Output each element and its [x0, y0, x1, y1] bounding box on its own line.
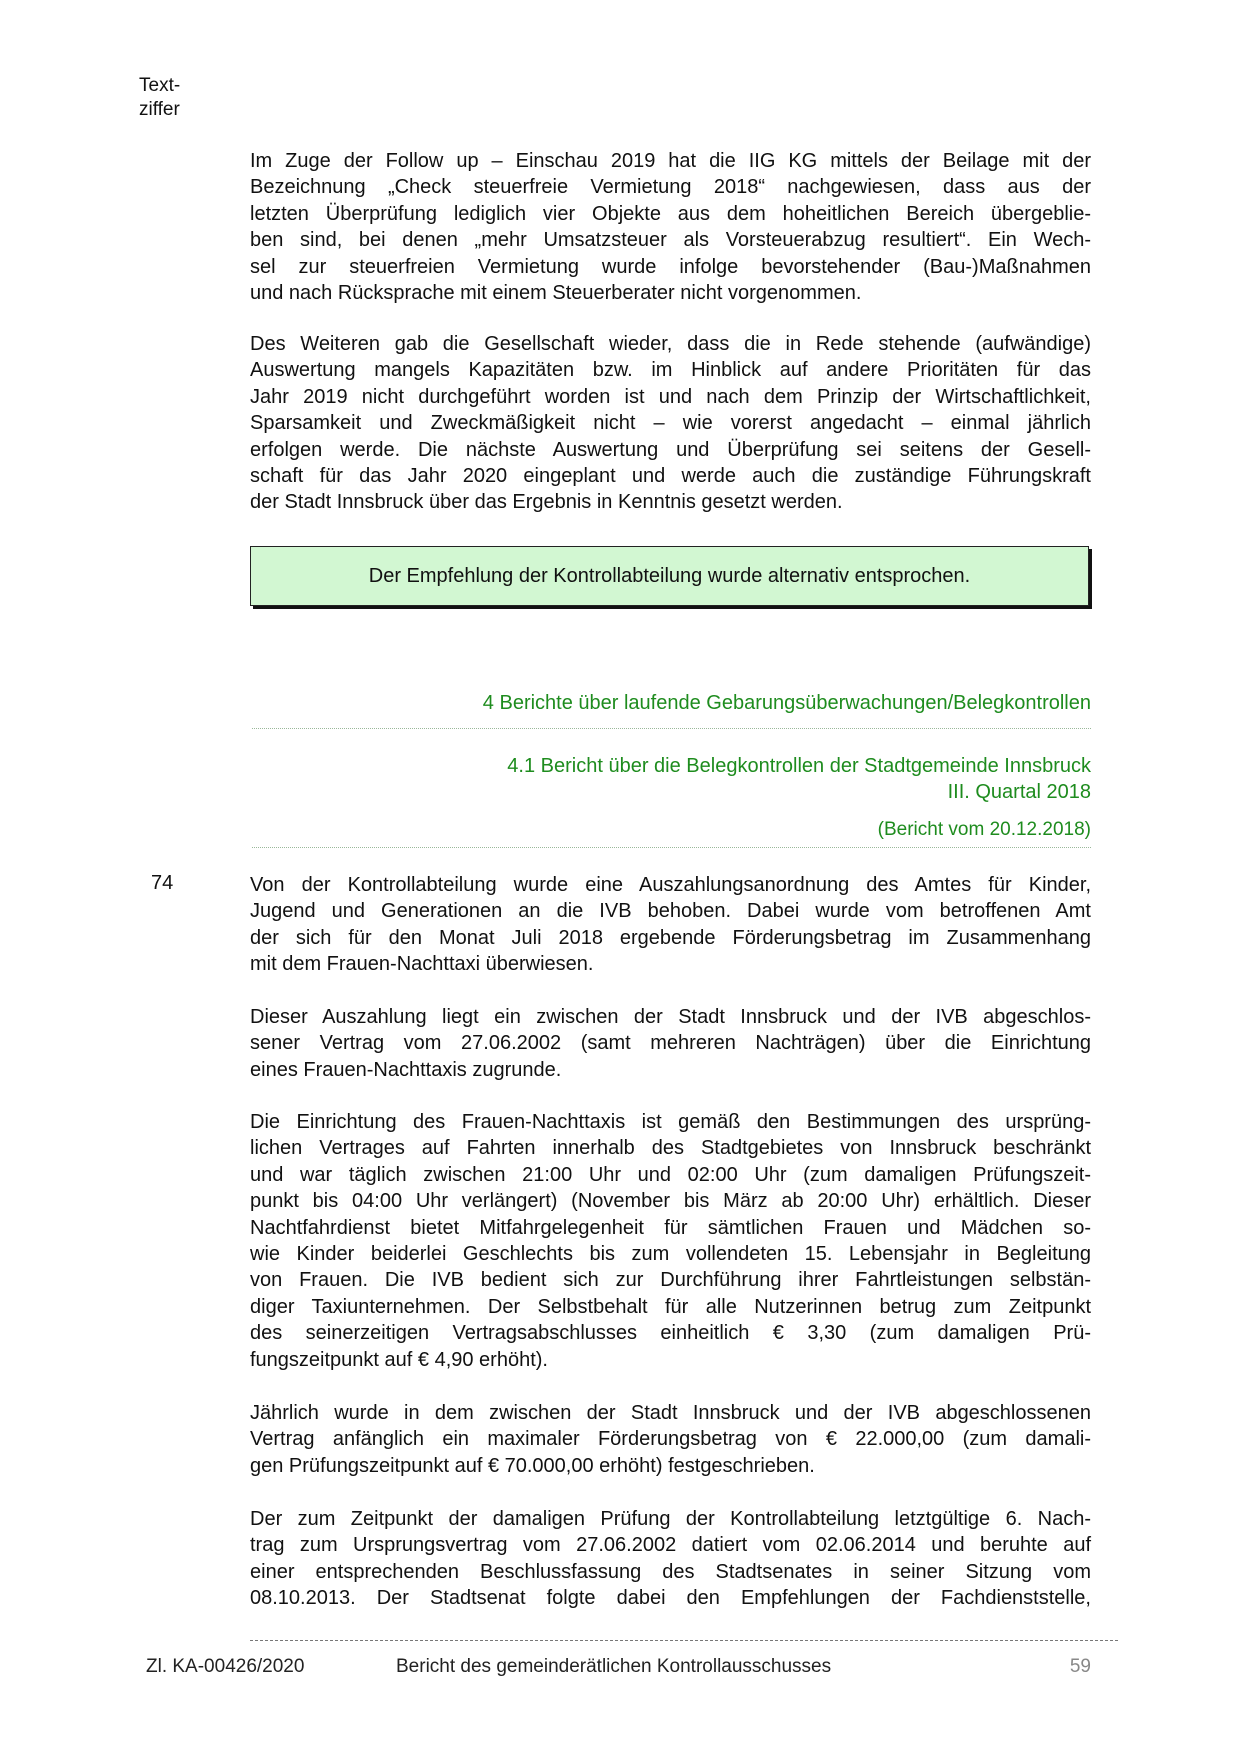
text-line: und nach Rücksprache mit einem Steuerberater nicht vorgenommen. [250, 281, 862, 304]
text-line: punkt bis 04:00 Uhr verlängert) (November bis März ab 20:00 Uhr) erhältlich. Dieser [250, 1190, 1091, 1213]
paragraph [250, 148, 1091, 306]
text-line: Nachtfahrdienst bietet Mitfahrgelegenheit für sämtlichen Frauen und Mädchen so- [250, 1216, 1091, 1239]
dotted-divider [252, 728, 1091, 729]
textziffer-label-line: Text- [139, 75, 181, 96]
text-line: letzten Überprüfung lediglich vier Objekte aus dem hoheitlichen Bereich übergeblie- [250, 202, 1091, 225]
subsection-heading-line: 4.1 Bericht über die Belegkontrollen der Stadtgemeinde Innsbruck [507, 755, 1091, 777]
text-line: der sich für den Monat Juli 2018 ergebende Förderungsbetrag im Zusammenhang [250, 926, 1091, 949]
text-line: Der zum Zeitpunkt der damaligen Prüfung der Kontrollabteilung letztgültige 6. Nach- [250, 1508, 1091, 1530]
paragraph [250, 1109, 1091, 1373]
text-line: der Stadt Innsbruck über das Ergebnis in Kenntnis gesetzt werden. [250, 491, 843, 514]
text-line: Jahr 2019 nicht durchgeführt worden ist und nach dem Prinzip der Wirtschaftlichkeit, [250, 385, 1091, 408]
page-number: 59 [1069, 1656, 1091, 1677]
text-line: sel zur steuerfreien Vermietung wurde infolge bevorstehender (Bau-)Maßnahmen [250, 255, 1091, 278]
dotted-divider [252, 847, 1091, 848]
text-line: Im Zuge der Follow up – Einschau 2019 hat die IIG KG mittels der Beilage mit der [250, 150, 1091, 172]
paragraph [250, 331, 1091, 516]
text-line: Sparsamkeit und Zweckmäßigkeit nicht – wie vorerst angedacht – einmal jährlich [250, 412, 1091, 435]
text-line: diger Taxiunternehmen. Der Selbstbehalt für alle Nutzerinnen betrug zum Zeitpunkt [250, 1295, 1091, 1318]
text-line: Dieser Auszahlung liegt ein zwischen der Stadt Innsbruck und der IVB abgeschlos- [250, 1006, 1091, 1028]
text-line: 08.10.2013. Der Stadtsenat folgte dabei den Empfehlungen der Fachdienststelle, [250, 1587, 1091, 1610]
textziffer-label-line: ziffer [139, 99, 180, 120]
text-line: fungszeitpunkt auf € 4,90 erhöht). [250, 1348, 548, 1371]
text-line: Des Weiteren gab die Gesellschaft wieder, dass die in Rede stehende (aufwändige) [250, 333, 1091, 355]
text-line: schaft für das Jahr 2020 eingeplant und werde auch die zuständige Führungskraft [250, 464, 1091, 487]
text-line: mit dem Frauen-Nachttaxi überwiesen. [250, 953, 594, 976]
text-line: Von der Kontrollabteilung wurde eine Auszahlungsanordnung des Amtes für Kinder, [250, 874, 1091, 896]
subsection-heading-line: III. Quartal 2018 [947, 781, 1091, 803]
textziffer-number: 74 [151, 872, 174, 894]
paragraph [250, 872, 1091, 978]
text-line: des seinerzeitigen Vertragsabschlusses einheitlich € 3,30 (zum damaligen Prü- [250, 1322, 1091, 1345]
result-text: Der Empfehlung der Kontrollabteilung wurde alternativ entsprochen. [368, 564, 971, 587]
textziffer-label [139, 74, 180, 122]
section-heading: 4 Berichte über laufende Gebarungsüberwachungen/Belegkontrollen [482, 692, 1091, 714]
paragraph [250, 1400, 1091, 1479]
text-line: Bezeichnung „Check steuerfreie Vermietung 2018“ nachgewiesen, dass aus der [250, 176, 1091, 199]
footer-divider [250, 1640, 1118, 1641]
text-line: gen Prüfungszeitpunkt auf € 70.000,00 erhöht) festgeschrieben. [250, 1454, 815, 1477]
text-line: Jährlich wurde in dem zwischen der Stadt Innsbruck und der IVB abgeschlossenen [250, 1402, 1091, 1424]
text-line: Vertrag anfänglich ein maximaler Förderungsbetrag von € 22.000,00 (zum damali- [250, 1428, 1091, 1451]
text-line: lichen Vertrages auf Fahrten innerhalb des Stadtgebietes von Innsbruck beschränkt [250, 1137, 1091, 1160]
text-line: Die Einrichtung des Frauen-Nachttaxis ist gemäß den Bestimmungen des ursprüng- [250, 1111, 1091, 1133]
text-line: von Frauen. Die IVB bedient sich zur Durchführung ihrer Fahrtleistungen selbstän- [250, 1269, 1091, 1292]
text-line: wie Kinder beiderlei Geschlechts bis zum vollendeten 15. Lebensjahr in Begleitung [250, 1242, 1091, 1265]
text-line: und war täglich zwischen 21:00 Uhr und 02:00 Uhr (zum damaligen Prüfungszeit- [250, 1163, 1091, 1186]
result-box [250, 546, 1089, 606]
text-line: Auswertung mangels Kapazitäten bzw. im Hinblick auf andere Prioritäten für das [250, 359, 1091, 382]
text-line: eines Frauen-Nachttaxis zugrunde. [250, 1058, 562, 1081]
paragraph [250, 1506, 1091, 1612]
subsection-heading [507, 753, 1091, 805]
footer-title: Bericht des gemeinderätlichen Kontrollausschusses [396, 1656, 832, 1677]
text-line: sener Vertrag vom 27.06.2002 (samt mehreren Nachträgen) über die Einrichtung [250, 1032, 1091, 1055]
text-line: ben sind, bei denen „mehr Umsatzsteuer als Vorsteuerabzug resultiert“. Ein Wech- [250, 229, 1091, 252]
report-date: (Bericht vom 20.12.2018) [877, 819, 1091, 840]
text-line: einer entsprechenden Beschlussfassung des Stadtsenates in seiner Sitzung vom [250, 1560, 1091, 1583]
footer-reference: Zl. KA-00426/2020 [146, 1656, 305, 1677]
text-line: erfolgen werde. Die nächste Auswertung und Überprüfung sei seitens der Gesell- [250, 438, 1091, 461]
paragraph [250, 1004, 1091, 1083]
text-line: Jugend und Generationen an die IVB behoben. Dabei wurde vom betroffenen Amt [250, 900, 1091, 923]
text-line: trag zum Ursprungsvertrag vom 27.06.2002 datiert vom 02.06.2014 und beruhte auf [250, 1534, 1091, 1557]
